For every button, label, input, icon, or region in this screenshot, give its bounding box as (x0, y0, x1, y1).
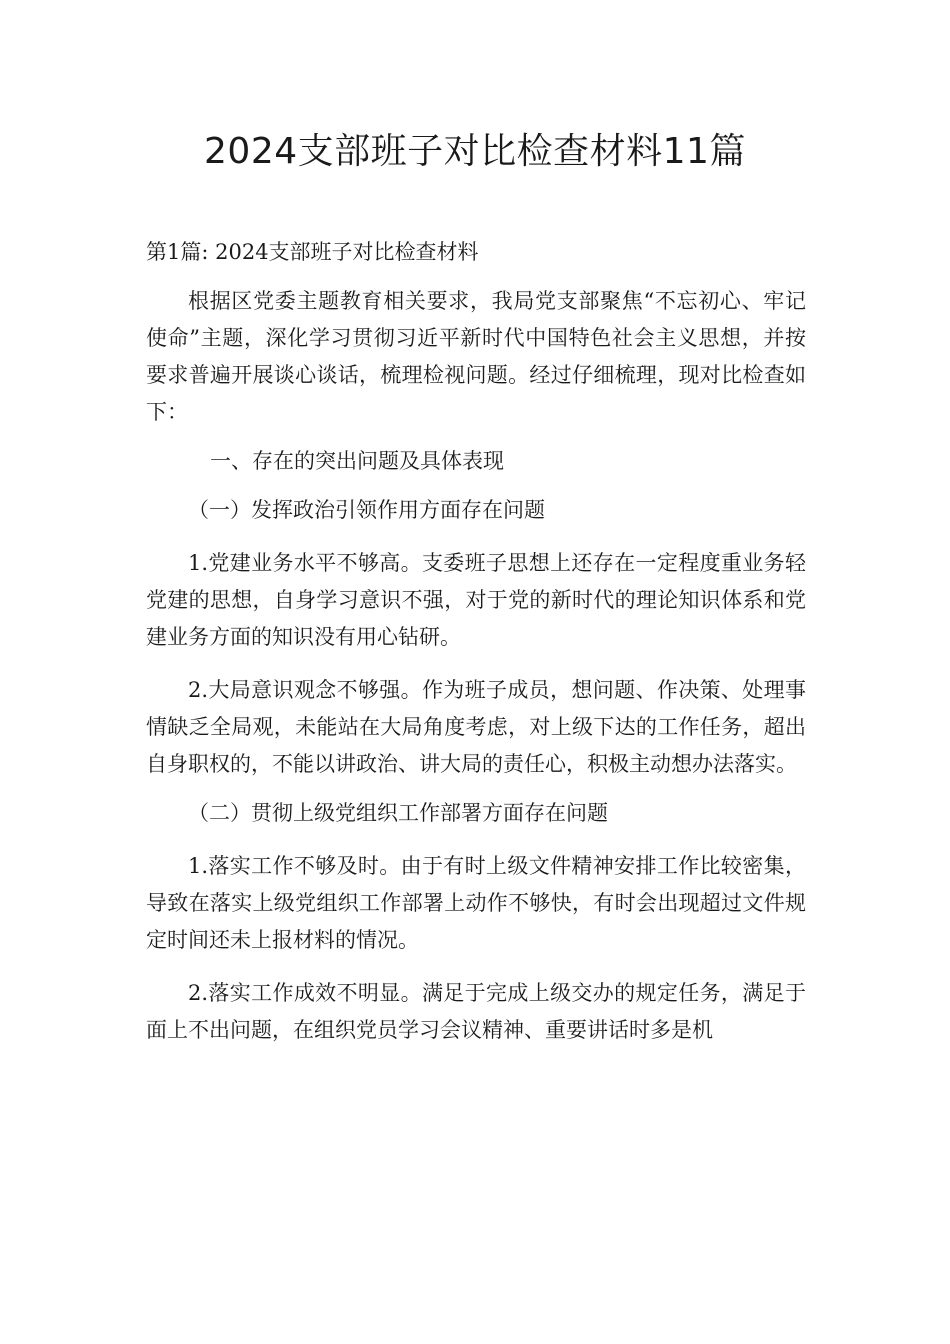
paragraph-item-2-2: 2.落实工作成效不明显。满足于完成上级交办的规定任务，满足于面上不出问题，在组织党员学习会议精神、重要讲话时多是机 (146, 981, 806, 1042)
heading-level-2-political: （一）发挥政治引领作用方面存在问题 (188, 498, 545, 522)
paragraph-item-2-1: 1.落实工作不够及时。由于有时上级文件精神安排工作比较密集，导致在落实上级党组织工作部署上动作不够快，有时会出现超过文件规定时间还未上报材料的情况。 (146, 854, 806, 952)
section-heading-part-1: 第1篇: 2024支部班子对比检查材料 (146, 240, 479, 264)
heading-level-2-deployment: （二）贯彻上级党组织工作部署方面存在问题 (188, 801, 608, 825)
document-body (146, 234, 806, 1049)
document-title: 2024支部班子对比检查材料11篇 (204, 131, 746, 172)
paragraph-item-1-1: 1.党建业务水平不够高。支委班子思想上还存在一定程度重业务轻党建的思想，自身学习意识不强，对于党的新时代的理论知识体系和党建业务方面的知识没有用心钻研。 (146, 551, 806, 649)
heading-level-1: 一、存在的突出问题及具体表现 (210, 449, 504, 473)
paragraph-item-1-2: 2.大局意识观念不够强。作为班子成员，想问题、作决策、处理事情缺乏全局观，未能站在大局角度考虑，对上级下达的工作任务，超出自身职权的，不能以讲政治、讲大局的责任心，积极主动想办法落实。 (146, 678, 806, 776)
intro-paragraph: 根据区党委主题教育相关要求，我局党支部聚焦“不忘初心、牢记使命”主题，深化学习贯彻习近平新时代中国特色社会主义思想，并按要求普遍开展谈心谈话，梳理检视问题。经过仔细梳理，现对比检查如下： (146, 289, 806, 424)
